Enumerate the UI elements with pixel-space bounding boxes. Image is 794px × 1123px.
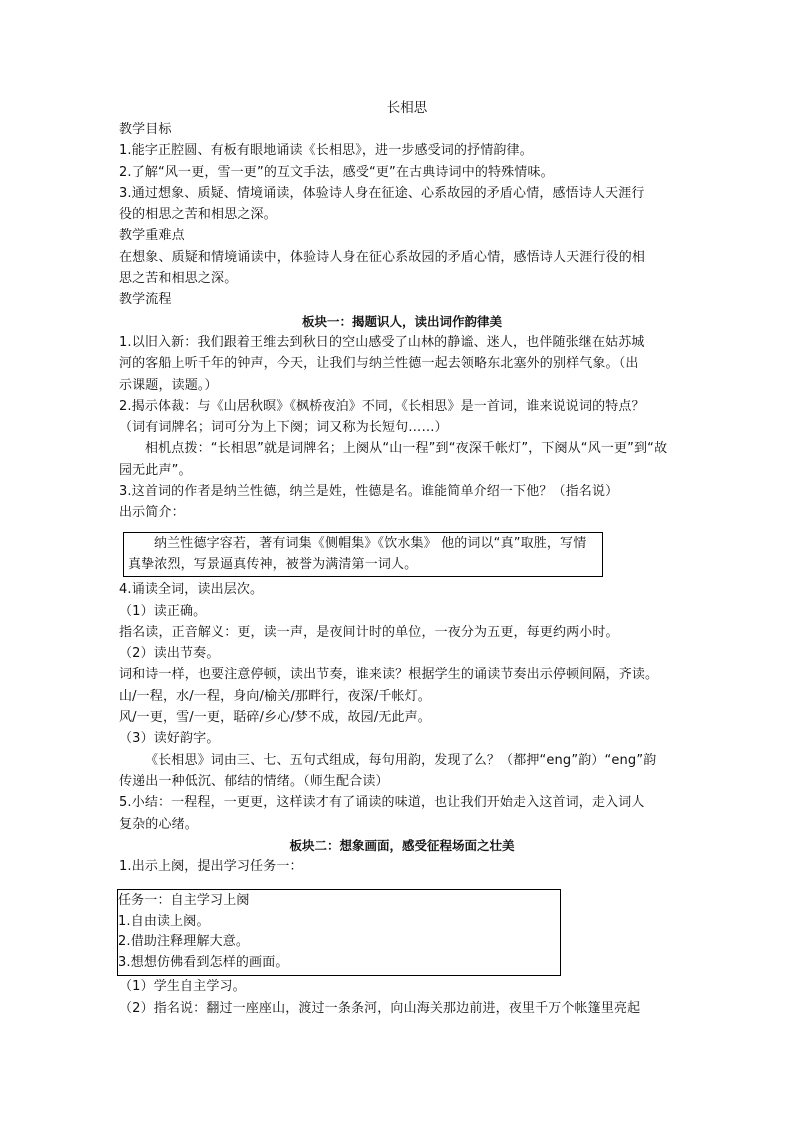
goal-line: 1.能字正腔圆、有板有眼地诵读《长相思》，进一步感受词的抒情韵律。 (119, 143, 533, 159)
paragraph-line: 园无此声”。 (119, 462, 192, 478)
task-item: 3.想想仿佛看到怎样的画面。 (118, 954, 289, 970)
paragraph-line: （3）读好韵字。 (119, 731, 220, 747)
paragraph-line: 2.揭示体裁：与《山居秋暝》《枫桥夜泊》不同，《长相思》是一首词，谁来说说词的特点？ (119, 398, 645, 414)
paragraph-line: 词和诗一样，也要注意停顿，读出节奏，谁来读？根据学生的诵读节奏出示停顿间隔，齐读。 (119, 667, 659, 683)
paragraph-line: 指名读，正音解义：更，读一声，是夜间计时的单位，一夜分为五更，每更约两小时。 (119, 624, 619, 640)
paragraph-line: 1.出示上阕，提出学习任务一： (119, 859, 303, 875)
goal-line: 役的相思之苦和相思之深。 (119, 207, 277, 223)
process-label: 教学流程 (119, 292, 172, 308)
author-intro-text: 纳兰性德字容若，著有词集《侧帽集》《饮水集》 他的词以“真”取胜，写情真挚浓烈，写景逼真传神，被誉为满清第一词人。 (128, 535, 587, 572)
key-point-line: 思之苦和相思之深。 (119, 271, 238, 287)
goal-line: 2.了解“风一更，雪一更”的互文手法，感受“更”在古典诗词中的特殊情味。 (119, 164, 554, 180)
paragraph-line: 3.这首词的作者是纳兰性德，纳兰是姓，性德是名。谁能简单介绍一下他？（指名说） (119, 484, 619, 500)
task-item: 1.自由读上阕。 (118, 913, 210, 929)
section2-heading: 板块二：想象画面，感受征程场面之壮美 (289, 837, 515, 853)
paragraph-line: 相机点拨：“长相思”就是词牌名；上阕从“山一程”到“夜深千帐灯”，下阕从“风一更”到“故 (145, 441, 668, 457)
paragraph-line: 示课题，读题。） (119, 377, 218, 393)
paragraph-line: （词有词牌名；词可分为上下阕；词又称为长短句……） (119, 420, 448, 436)
section1-heading: 板块一：揭题识人，读出词作韵律美 (301, 313, 502, 329)
task-item: 2.借助注释理解大意。 (118, 934, 250, 950)
paragraph-line: 复杂的心绪。 (119, 816, 198, 832)
document-page (119, 98, 685, 1019)
key-point-line: 在想象、质疑和情境诵读中，体验诗人身在征心系故园的矛盾心情，感悟诗人天涯行役的相 (119, 249, 646, 265)
paragraph-line: 传递出一种低沉、郁结的情绪。（师生配合读） (119, 773, 389, 789)
paragraph-line: 河的客船上听千年的钟声，今天，让我们与纳兰性德一起去领略东北塞外的别样气象。（出 (119, 356, 639, 372)
rhythm-line: 山/一程，水/一程，身向/榆关/那畔行，夜深/千帐灯。 (119, 688, 431, 704)
paragraph-line: 出示简介： (119, 505, 185, 521)
document-title: 长相思 (386, 100, 428, 116)
paragraph-line: 5.小结：一程程，一更更，这样读才有了诵读的味道，也让我们开始走入这首词，走入词人 (119, 795, 645, 811)
paragraph-line: （1）读正确。 (119, 603, 207, 619)
paragraph-line: （2）指名说：翻过一座座山，渡过一条条河，向山海关那边前进，夜里千万个帐篷里亮起 (119, 1000, 641, 1016)
paragraph-line: 4.诵读全词，读出层次。 (119, 582, 264, 598)
goals-label: 教学目标 (119, 122, 172, 137)
rhythm-line: 风/一更，雪/一更，聒碎/乡心/梦不成，故园/无此声。 (119, 710, 431, 726)
paragraph-line: （1）学生自主学习。 (119, 979, 246, 995)
key-points-label: 教学重难点 (119, 228, 185, 244)
paragraph-line: （2）读出节奏。 (119, 646, 220, 662)
paragraph-line: 《长相思》词由三、七、五句式组成，每句用韵，发现了么？（都押“eng”韵）“eng”韵 (145, 752, 657, 768)
goal-line: 3.通过想象、质疑、情境诵读，体验诗人身在征途、心系故园的矛盾心情，感悟诗人天涯行 (119, 185, 645, 201)
author-intro-box (123, 532, 603, 578)
task-title: 任务一：自主学习上阕 (118, 893, 250, 909)
paragraph-line: 1.以旧入新：我们跟着王维去到秋日的空山感受了山林的静谧、迷人，也伴随张继在姑苏城 (119, 334, 645, 350)
task-box (117, 889, 561, 976)
